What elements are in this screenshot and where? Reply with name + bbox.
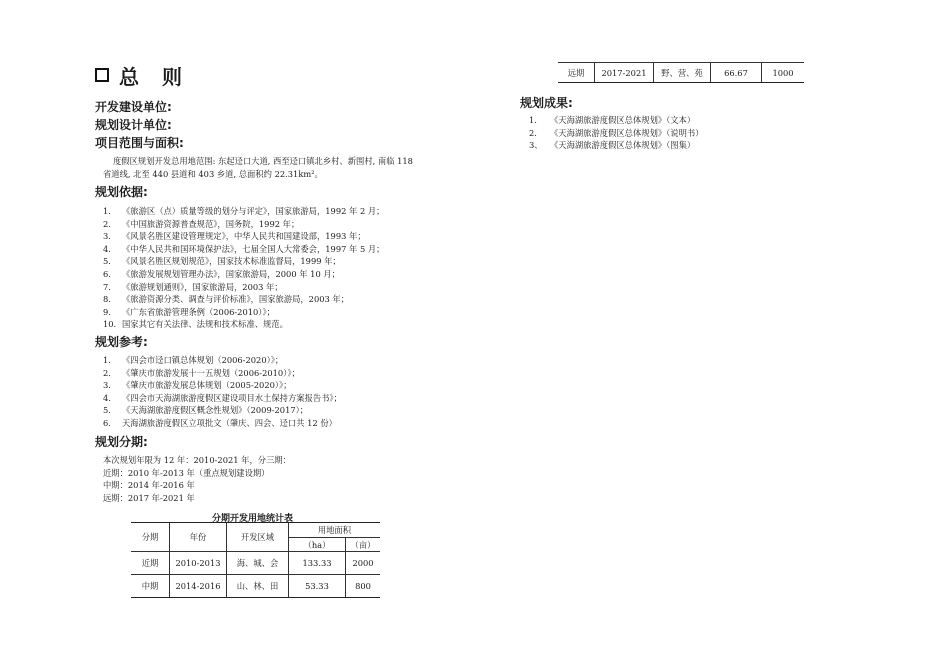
- header-area: 用地面积: [289, 523, 381, 538]
- checkbox-square-icon: [95, 68, 109, 82]
- scope-heading: 项目范围与面积:: [95, 136, 184, 150]
- list-item: 3、 《天海湖旅游度假区总体规划》（图集）: [529, 140, 696, 151]
- basis-heading: 规划依据:: [95, 185, 148, 199]
- list-item: 3. 《风景名胜区建设管理规定》，中华人民共和国建设部，1993 年；: [103, 231, 366, 242]
- list-item: 8. 《旅游资源分类、调查与评价标准》，国家旅游局，2003 年；: [103, 294, 350, 305]
- table-row: 远期 2017-2021 野、营、苑 66.67 1000: [558, 63, 804, 83]
- phase-line: 本次规划年限为 12 年：2010-2021 年，分三期：: [103, 455, 291, 465]
- planner-heading: 规划设计单位:: [95, 118, 172, 132]
- table-continuation-row: [558, 62, 804, 83]
- phase-land-table: [131, 522, 380, 598]
- phase-line: 近期：2010 年-2013 年（重点规划建设期）: [103, 467, 270, 478]
- list-item: 5. 《风景名胜区规划规范》，国家技术标准监督局，1999 年；: [103, 256, 341, 267]
- header-mu: （亩）: [346, 538, 381, 552]
- header-phase: 分期: [131, 523, 170, 552]
- list-item: 1. 《旅游区（点）质量等级的划分与评定》，国家旅游局，1992 年 2 月；: [103, 206, 385, 216]
- list-item: 5. 《天海湖旅游度假区概念性规划》（2009-2017）；: [103, 405, 309, 416]
- list-item: 6. 《旅游发展规划管理办法》，国家旅游局，2000 年 10 月；: [103, 268, 340, 279]
- list-item: 1. 《天海湖旅游度假区总体规划》（文本）: [529, 115, 696, 125]
- developer-heading: 开发建设单位:: [95, 100, 172, 114]
- table-row: 中期 2014-2016 山、林、田 53.33 800: [131, 575, 380, 598]
- list-item: 1. 《四会市迳口镇总体规划（2006-2020）》；: [103, 355, 284, 365]
- scope-paragraph: [103, 155, 463, 181]
- header-zone: 开发区域: [227, 523, 289, 552]
- header-years: 年份: [170, 523, 227, 552]
- phase-line: 中期：2014 年-2016 年: [103, 480, 195, 491]
- list-item: 2. 《天海湖旅游度假区总体规划》（说明书）: [529, 127, 704, 138]
- page-title: [95, 62, 190, 88]
- list-item: 4. 《四会市天海湖旅游度假区建设项目水土保持方案报告书》；: [103, 392, 342, 403]
- list-item: 2. 《中国旅游资源普查规范》，国务院，1992 年；: [103, 218, 300, 229]
- reference-list: [103, 354, 342, 430]
- results-heading: 规划成果:: [520, 96, 573, 110]
- table-title: 分期开发用地统计表: [212, 514, 294, 524]
- phase-list: [103, 454, 291, 504]
- scope-line-1: 度假区规划开发总用地范围: 东起迳口大道, 西至迳口镇北乡村、新围村, 南临 118: [113, 156, 413, 166]
- results-list: [529, 114, 704, 152]
- list-item: 3. 《肇庆市旅游发展总体规划（2005-2020）》；: [103, 380, 292, 391]
- scope-line-2: 省道线, 北至 440 县道和 403 乡道, 总面积约 22.31km²。: [103, 169, 323, 179]
- list-item: 10. 国家其它有关法律、法规和技术标准、规范。: [103, 319, 288, 330]
- table-row: 近期 2010-2013 海、城、会 133.33 2000: [131, 552, 380, 575]
- list-item: 7. 《旅游规划通则》，国家旅游局，2003 年；: [103, 281, 283, 292]
- reference-heading: 规划参考:: [95, 335, 148, 349]
- page-title-text: 总 则: [119, 64, 190, 89]
- list-item: 9. 《广东省旅游管理条例（2006-2010）》；: [103, 306, 275, 317]
- basis-list: [103, 205, 384, 331]
- header-ha: （ha）: [289, 538, 346, 552]
- list-item: 2. 《肇庆市旅游发展十一五规划（2006-2010）》；: [103, 367, 300, 378]
- phases-heading: 规划分期:: [95, 435, 148, 449]
- list-item: 6. 天海湖旅游度假区立项批文（肇庆、四会、迳口共 12 份）: [103, 417, 337, 428]
- phase-line: 远期：2017 年-2021 年: [103, 492, 195, 503]
- list-item: 4. 《中华人民共和国环境保护法》，七届全国人大常委会，1997 年 5 月；: [103, 243, 385, 254]
